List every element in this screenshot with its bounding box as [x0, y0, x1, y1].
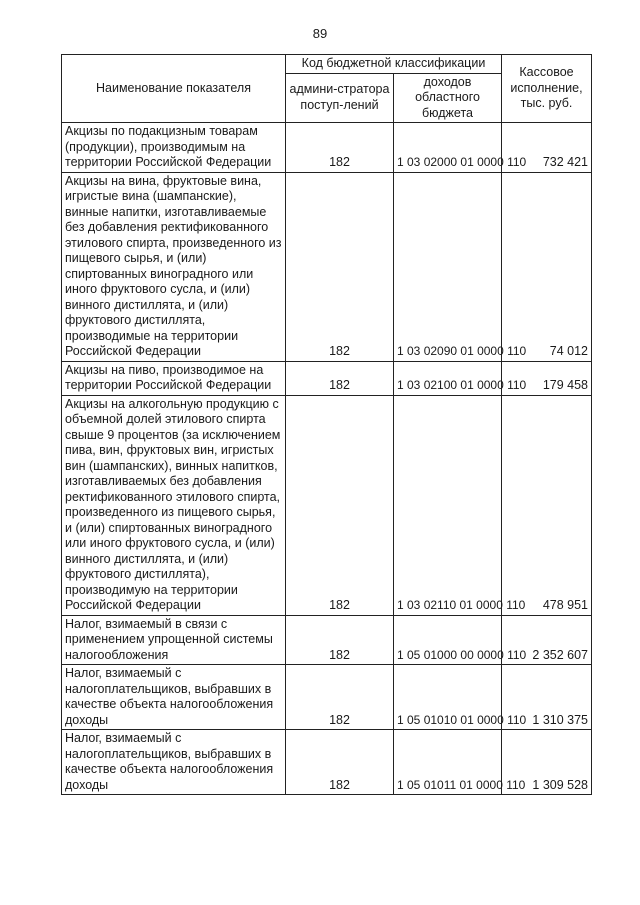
row-amount: 179 458: [502, 361, 592, 395]
row-admin-code: 182: [286, 361, 394, 395]
table-row: [62, 395, 592, 615]
page-number: 89: [312, 26, 328, 41]
header-income: доходов областного бюджета: [394, 73, 502, 123]
row-amount: 732 421: [502, 123, 592, 173]
header-execution: Кассовое исполнение, тыс. руб.: [502, 55, 592, 123]
row-amount: 1 309 528: [502, 730, 592, 795]
row-admin-code: 182: [286, 615, 394, 665]
row-amount: 74 012: [502, 172, 592, 361]
row-income-code: 1 03 02000 01 0000 110: [394, 123, 502, 173]
header-classification-group: Код бюджетной классификации: [286, 55, 502, 74]
row-name: Налог, взимаемый с налогоплательщиков, выбравших в качестве объекта налогообложения доходы: [62, 730, 286, 795]
budget-revenue-table: [61, 54, 592, 795]
row-income-code: 1 05 01010 01 0000 110: [394, 665, 502, 730]
row-name: Акцизы на пиво, производимое на территории Российской Федерации: [62, 361, 286, 395]
row-name: Акцизы на алкогольную продукцию с объемной долей этилового спирта свыше 9 процентов (за исключением пива, вин, фруктовых вин, игристых вин (шампанских), винных напитков, изготавливаемых без добавления ректификованного этилового спирта, произведенного из пищевого сырья, и (или) спиртованных виноградного или иного фруктового сусла, и (или) винного дистиллята, и (или) фруктового дистиллята), производимую на территории Российской Федерации: [62, 395, 286, 615]
row-income-code: 1 03 02110 01 0000 110: [394, 395, 502, 615]
table-row: [62, 123, 592, 173]
row-name: Акцизы по подакцизным товарам (продукции), производимым на территории Российской Федерации: [62, 123, 286, 173]
table-header-row: [62, 55, 592, 74]
row-admin-code: 182: [286, 123, 394, 173]
row-admin-code: 182: [286, 665, 394, 730]
table-row: [62, 665, 592, 730]
table-body: [62, 123, 592, 795]
table-row: [62, 361, 592, 395]
row-name: Акцизы на вина, фруктовые вина, игристые вина (шампанские), винные напитки, изготавливаемые без добавления ректификованного этилового спирта, произведенного из пищевого сырья, и (или) спиртованных виноградного или иного фруктового сусла, и (или) винного дистиллята, и (или) фруктового дистиллята, производимые на территории Российской Федерации: [62, 172, 286, 361]
header-name: Наименование показателя: [62, 55, 286, 123]
row-name: Налог, взимаемый с налогоплательщиков, выбравших в качестве объекта налогообложения доходы: [62, 665, 286, 730]
header-admin: админи-стратора поступ-лений: [286, 73, 394, 123]
row-amount: 1 310 375: [502, 665, 592, 730]
row-income-code: 1 05 01000 00 0000 110: [394, 615, 502, 665]
row-name: Налог, взимаемый в связи с применением упрощенной системы налогообложения: [62, 615, 286, 665]
row-amount: 478 951: [502, 395, 592, 615]
row-income-code: 1 05 01011 01 0000 110: [394, 730, 502, 795]
row-admin-code: 182: [286, 172, 394, 361]
table-row: [62, 615, 592, 665]
row-amount: 2 352 607: [502, 615, 592, 665]
row-admin-code: 182: [286, 395, 394, 615]
table-row: [62, 172, 592, 361]
row-income-code: 1 03 02090 01 0000 110: [394, 172, 502, 361]
table-row: [62, 730, 592, 795]
row-income-code: 1 03 02100 01 0000 110: [394, 361, 502, 395]
row-admin-code: 182: [286, 730, 394, 795]
